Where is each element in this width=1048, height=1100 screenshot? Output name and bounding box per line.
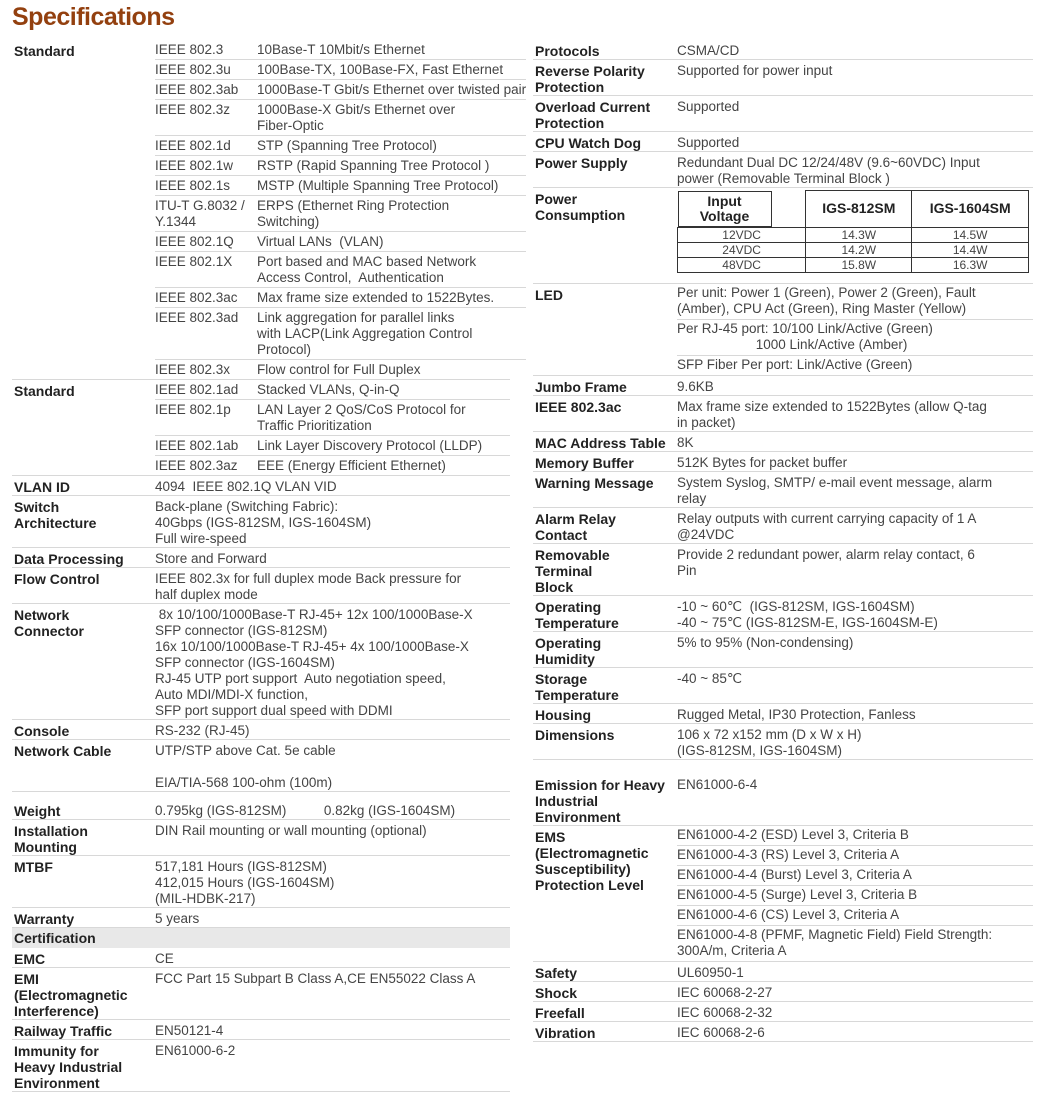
spec-row xyxy=(533,376,1033,396)
power-consumption-table xyxy=(677,190,1029,273)
spec-group xyxy=(533,962,1033,1042)
table-cell: 16.3W xyxy=(912,257,1029,272)
right-column xyxy=(533,40,1033,1042)
table-row xyxy=(678,227,1029,242)
spec-row xyxy=(533,452,1033,472)
standard-description: Port based and MAC based Network Access Control, Authentication xyxy=(257,254,477,285)
spec-label: Immunity for Heavy Industrial Environment xyxy=(14,1043,123,1091)
spec-value: UL60950-1 xyxy=(677,964,744,980)
spec-value: Supported xyxy=(677,135,740,150)
spec-label: Alarm Relay Contact xyxy=(535,510,616,543)
spec-row xyxy=(533,632,1033,668)
spec-value: RS-232 (RJ-45) xyxy=(155,723,250,738)
table-cell: 24VDC xyxy=(678,242,806,257)
spec-label: Removable Terminal Block xyxy=(535,546,610,595)
spec-label: Safety xyxy=(535,964,578,981)
standard-code: IEEE 802.3u xyxy=(155,62,231,77)
standard-item xyxy=(155,232,526,252)
spec-label: EMC xyxy=(14,951,46,967)
standard-item xyxy=(155,360,526,379)
spec-value: System Syslog, SMTP/ e-mail event message, alarm relay xyxy=(677,474,993,506)
standard-list xyxy=(155,380,510,475)
spec-row-standard-1 xyxy=(12,40,527,380)
standard-code: IEEE 802.1s xyxy=(155,178,231,193)
spec-row xyxy=(12,948,510,968)
column-header: IGS-1604SM xyxy=(912,191,1029,228)
spec-label: EMS (Electromagnetic Susceptibility) Protection Level xyxy=(535,828,649,893)
spec-value: 5 years xyxy=(155,911,200,926)
standard-item xyxy=(155,156,526,176)
spec-row xyxy=(533,152,1033,188)
standard-list xyxy=(155,40,526,379)
standard-code: IEEE 802.3ac xyxy=(155,290,238,305)
spec-label: Dimensions xyxy=(535,726,615,743)
spec-group xyxy=(533,40,1033,188)
spec-value: -40 ~ 85℃ xyxy=(677,670,743,686)
ems-line: EN61000-4-4 (Burst) Level 3, Criteria A xyxy=(677,866,1033,886)
standard-description: Link aggregation for parallel links with LACP(Link Aggregation Control Protocol) xyxy=(257,310,473,357)
spec-value: Supported xyxy=(677,99,740,114)
spec-label: Data Processing xyxy=(14,551,124,567)
spec-value: 8K xyxy=(677,434,694,450)
spec-row xyxy=(12,1020,510,1040)
ems-line: EN61000-4-2 (ESD) Level 3, Criteria B xyxy=(677,826,1033,846)
standard-item xyxy=(155,80,526,100)
table-cell: 14.4W xyxy=(912,242,1029,257)
spec-row xyxy=(533,432,1033,452)
standard-description: RSTP (Rapid Spanning Tree Protocol ) xyxy=(257,158,490,173)
standard-item xyxy=(155,100,526,136)
spec-value: EN50121-4 xyxy=(155,1023,224,1038)
standard-code: IEEE 802.1p xyxy=(155,402,231,417)
standard-item xyxy=(155,40,526,60)
spec-value: CSMA/CD xyxy=(677,43,740,58)
spec-row xyxy=(12,476,510,496)
spec-row xyxy=(12,968,510,1020)
spec-row xyxy=(533,668,1033,704)
spec-label: Vibration xyxy=(535,1024,596,1041)
spec-label: Console xyxy=(14,723,70,739)
table-cell: 14.5W xyxy=(912,227,1029,242)
standard-code: IEEE 802.3x xyxy=(155,362,231,377)
spec-row xyxy=(533,132,1033,152)
led-line: SFP Fiber Per port: Link/Active (Green) xyxy=(677,356,913,372)
standard-code: IEEE 802.3ad xyxy=(155,310,239,325)
standard-code: IEEE 802.1X xyxy=(155,254,233,269)
table-header-row xyxy=(678,191,1029,228)
spec-label: Operating Humidity xyxy=(535,634,602,667)
spec-value: Provide 2 redundant power, alarm relay contact, 6 Pin xyxy=(677,546,975,578)
spec-value: 106 x 72 x152 mm (D x W x H) (IGS-812SM, IGS-1604SM) xyxy=(677,726,862,758)
standard-item xyxy=(155,196,526,232)
standard-item xyxy=(155,400,510,436)
spec-value: 8x 10/100/1000Base-T RJ-45+ 12x 100/1000Base-X SFP connector (IGS-812SM) 16x 10/100/1000Base-T RJ-45+ 4x 100/1000Base-X SFP connector (IGS-1604SM) RJ-45 UTP port support Auto negotiation speed, Auto MDI/MDI-X function, SFP port support dual speed with DDMI xyxy=(155,607,473,718)
spec-value: 517,181 Hours (IGS-812SM) 412,015 Hours (IGS-1604SM) (MIL-HDBK-217) xyxy=(155,859,335,906)
left-column xyxy=(12,40,527,1092)
spec-row xyxy=(12,720,510,740)
spec-label: EMI (Electromagnetic Interference) xyxy=(14,971,128,1019)
spec-row xyxy=(533,396,1033,432)
spec-label: Emission for Heavy Industrial Environment xyxy=(535,776,665,825)
spec-label: VLAN ID xyxy=(14,479,70,495)
standard-code: IEEE 802.3z xyxy=(155,102,231,117)
standard-item xyxy=(155,456,510,475)
standard-code: IEEE 802.1Q xyxy=(155,234,234,249)
spec-row xyxy=(533,596,1033,632)
spec-label: MTBF xyxy=(14,859,53,875)
spec-value: IEC 60068-2-27 xyxy=(677,984,773,1000)
standard-item xyxy=(155,252,526,288)
standard-code: IEEE 802.3ab xyxy=(155,82,239,97)
spec-label: Power Supply xyxy=(535,155,628,171)
spec-label: Flow Control xyxy=(14,571,100,587)
spec-row-led xyxy=(533,284,1033,376)
spec-value: IEEE 802.3x for full duplex mode Back pressure for half duplex mode xyxy=(155,571,462,602)
spec-row xyxy=(12,820,510,856)
standard-description: ERPS (Ethernet Ring Protection Switching) xyxy=(257,198,450,229)
spec-row xyxy=(12,740,510,792)
spec-label: Warning Message xyxy=(535,474,654,491)
spec-label: Standard xyxy=(14,383,75,399)
spec-row xyxy=(533,982,1033,1002)
spec-value: UTP/STP above Cat. 5e cable EIA/TIA-568 100-ohm (100m) xyxy=(155,743,336,790)
spec-value: Max frame size extended to 1522Bytes (allow Q-tag in packet) xyxy=(677,398,987,430)
spec-label: Switch Architecture xyxy=(14,499,97,531)
standard-item xyxy=(155,436,510,456)
spec-label: Warranty xyxy=(14,911,75,927)
spec-label: Operating Temperature xyxy=(535,598,619,631)
led-line: Per unit: Power 1 (Green), Power 2 (Green), Fault (Amber), CPU Act (Green), Ring Master (Yellow) xyxy=(677,284,1033,320)
spec-value: 512K Bytes for packet buffer xyxy=(677,454,848,470)
spec-value: 5% to 95% (Non-condensing) xyxy=(677,634,854,650)
spec-label: Overload Current Protection xyxy=(535,99,651,131)
table-cell: 12VDC xyxy=(678,227,806,242)
spec-row xyxy=(12,908,510,928)
spec-label: Installation Mounting xyxy=(14,823,88,855)
spec-label: Power Consumption xyxy=(535,191,626,223)
spec-label: Shock xyxy=(535,984,578,1001)
spec-group xyxy=(533,774,1033,826)
standard-item xyxy=(155,60,526,80)
spec-row-power-consumption xyxy=(533,188,1033,284)
spec-label: Storage Temperature xyxy=(535,670,619,703)
spec-row xyxy=(12,568,510,604)
standard-code: ITU-T G.8032 / Y.1344 xyxy=(155,198,245,229)
spec-value: 0.795kg (IGS-812SM) 0.82kg (IGS-1604SM) xyxy=(155,803,456,818)
spec-row-ems xyxy=(533,826,1033,962)
standard-description: Virtual LANs (VLAN) xyxy=(257,234,384,249)
table-cell: 48VDC xyxy=(678,257,806,272)
spec-row xyxy=(12,604,510,720)
standard-code: IEEE 802.1ab xyxy=(155,438,239,453)
spec-label: Network Connector xyxy=(14,607,84,639)
spec-value: DIN Rail mounting or wall mounting (optional) xyxy=(155,823,427,838)
spec-group xyxy=(12,800,510,928)
spec-row xyxy=(533,60,1033,96)
ems-line: EN61000-4-5 (Surge) Level 3, Criteria B xyxy=(677,886,1033,906)
spec-value: -10 ~ 60℃ (IGS-812SM, IGS-1604SM) -40 ~ 75℃ (IGS-812SM-E, IGS-1604SM-E) xyxy=(677,598,938,630)
spec-label: CPU Watch Dog xyxy=(535,135,642,151)
ems-list xyxy=(677,826,1033,961)
led-list xyxy=(677,284,1033,375)
spec-value: Rugged Metal, IP30 Protection, Fanless xyxy=(677,706,916,722)
spec-group xyxy=(12,948,510,1092)
table-cell: 14.2W xyxy=(806,242,912,257)
standard-item xyxy=(155,136,526,156)
table-cell: 14.3W xyxy=(806,227,912,242)
spec-group xyxy=(533,376,1033,760)
standard-code: IEEE 802.3 xyxy=(155,42,224,57)
ems-line: EN61000-4-6 (CS) Level 3, Criteria A xyxy=(677,906,1033,926)
standard-code: IEEE 802.1ad xyxy=(155,382,239,397)
spec-value: EN61000-6-4 xyxy=(677,776,758,792)
standard-description: LAN Layer 2 QoS/CoS Protocol for Traffic Prioritization xyxy=(257,402,466,433)
spec-row xyxy=(533,704,1033,724)
column-header: IGS-812SM xyxy=(806,191,912,228)
spec-value: Back-plane (Switching Fabric): 40Gbps (IGS-812SM, IGS-1604SM) Full wire-speed xyxy=(155,499,372,546)
page-title: Specifications xyxy=(12,3,175,31)
spec-row xyxy=(533,962,1033,982)
spec-row xyxy=(533,40,1033,60)
spec-value: FCC Part 15 Subpart B Class A,CE EN55022 Class A xyxy=(155,971,476,986)
spec-label: MAC Address Table xyxy=(535,434,666,451)
ems-line: EN61000-4-8 (PFMF, Magnetic Field) Field Strength: 300A/m, Criteria A xyxy=(677,926,993,958)
spec-label: Protocols xyxy=(535,43,600,59)
table-row xyxy=(678,257,1029,272)
column-header: Input Voltage xyxy=(678,191,772,227)
spec-row xyxy=(533,1002,1033,1022)
spec-value: 4094 IEEE 802.1Q VLAN VID xyxy=(155,479,337,494)
standard-description: Flow control for Full Duplex xyxy=(257,362,421,377)
spec-row xyxy=(12,800,510,820)
standard-description: 1000Base-X Gbit/s Ethernet over Fiber-Optic xyxy=(257,102,456,133)
standard-description: 1000Base-T Gbit/s Ethernet over twisted pair xyxy=(257,82,527,97)
spec-value: Store and Forward xyxy=(155,551,267,566)
standard-code: IEEE 802.3az xyxy=(155,458,238,473)
spec-label: Memory Buffer xyxy=(535,454,634,471)
spec-label: Reverse Polarity Protection xyxy=(535,63,645,95)
ems-line: EN61000-4-3 (RS) Level 3, Criteria A xyxy=(677,846,1033,866)
spec-label: Housing xyxy=(535,706,591,723)
spec-row xyxy=(533,96,1033,132)
spec-value: Supported for power input xyxy=(677,63,833,78)
spec-row xyxy=(533,472,1033,508)
standard-item xyxy=(155,308,526,360)
spec-value: Relay outputs with current carrying capacity of 1 A @24VDC xyxy=(677,510,977,542)
table-row xyxy=(678,242,1029,257)
spec-label: Railway Traffic xyxy=(14,1023,113,1039)
standard-item xyxy=(155,176,526,196)
spec-row xyxy=(533,774,1033,826)
spec-value: Redundant Dual DC 12/24/48V (9.6~60VDC) Input power (Removable Terminal Block ) xyxy=(677,155,980,186)
spec-label: IEEE 802.3ac xyxy=(535,398,622,415)
spec-label: Standard xyxy=(14,43,75,59)
spec-value: IEC 60068-2-32 xyxy=(677,1004,773,1020)
certification-heading: Certification xyxy=(12,928,510,948)
spec-row xyxy=(12,548,510,568)
led-line: Per RJ-45 port: 10/100 Link/Active (Green) 1000 Link/Active (Amber) xyxy=(677,320,1033,356)
spec-row-standard-2 xyxy=(12,380,510,476)
spec-label: Freefall xyxy=(535,1004,585,1021)
spec-label: Weight xyxy=(14,803,61,819)
spec-row xyxy=(12,496,510,548)
spec-row xyxy=(533,724,1033,760)
standard-description: MSTP (Multiple Spanning Tree Protocol) xyxy=(257,178,499,193)
spec-row xyxy=(533,1022,1033,1042)
spec-row xyxy=(533,508,1033,544)
standard-description: STP (Spanning Tree Protocol) xyxy=(257,138,437,153)
spec-label: Jumbo Frame xyxy=(535,378,627,395)
table-cell: 15.8W xyxy=(806,257,912,272)
standard-code: IEEE 802.1d xyxy=(155,138,231,153)
standard-description: Link Layer Discovery Protocol (LLDP) xyxy=(257,438,483,453)
standard-item xyxy=(155,380,510,400)
standard-code: IEEE 802.1w xyxy=(155,158,234,173)
spec-group xyxy=(12,476,510,792)
spec-row xyxy=(12,856,510,908)
standard-description: 100Base-TX, 100Base-FX, Fast Ethernet xyxy=(257,62,504,77)
spec-value: 9.6KB xyxy=(677,378,714,394)
standard-item xyxy=(155,288,526,308)
standard-description: EEE (Energy Efficient Ethernet) xyxy=(257,458,446,473)
standard-description: 10Base-T 10Mbit/s Ethernet xyxy=(257,42,425,57)
spec-label: LED xyxy=(535,286,563,303)
spec-value: EN61000-6-2 xyxy=(155,1043,236,1058)
standard-description: Stacked VLANs, Q-in-Q xyxy=(257,382,400,397)
spec-value: CE xyxy=(155,951,174,966)
spec-row xyxy=(533,544,1033,596)
standard-description: Max frame size extended to 1522Bytes. xyxy=(257,290,495,305)
spec-label: Network Cable xyxy=(14,743,112,759)
spec-row xyxy=(12,1040,510,1092)
spec-value: IEC 60068-2-6 xyxy=(677,1024,765,1040)
